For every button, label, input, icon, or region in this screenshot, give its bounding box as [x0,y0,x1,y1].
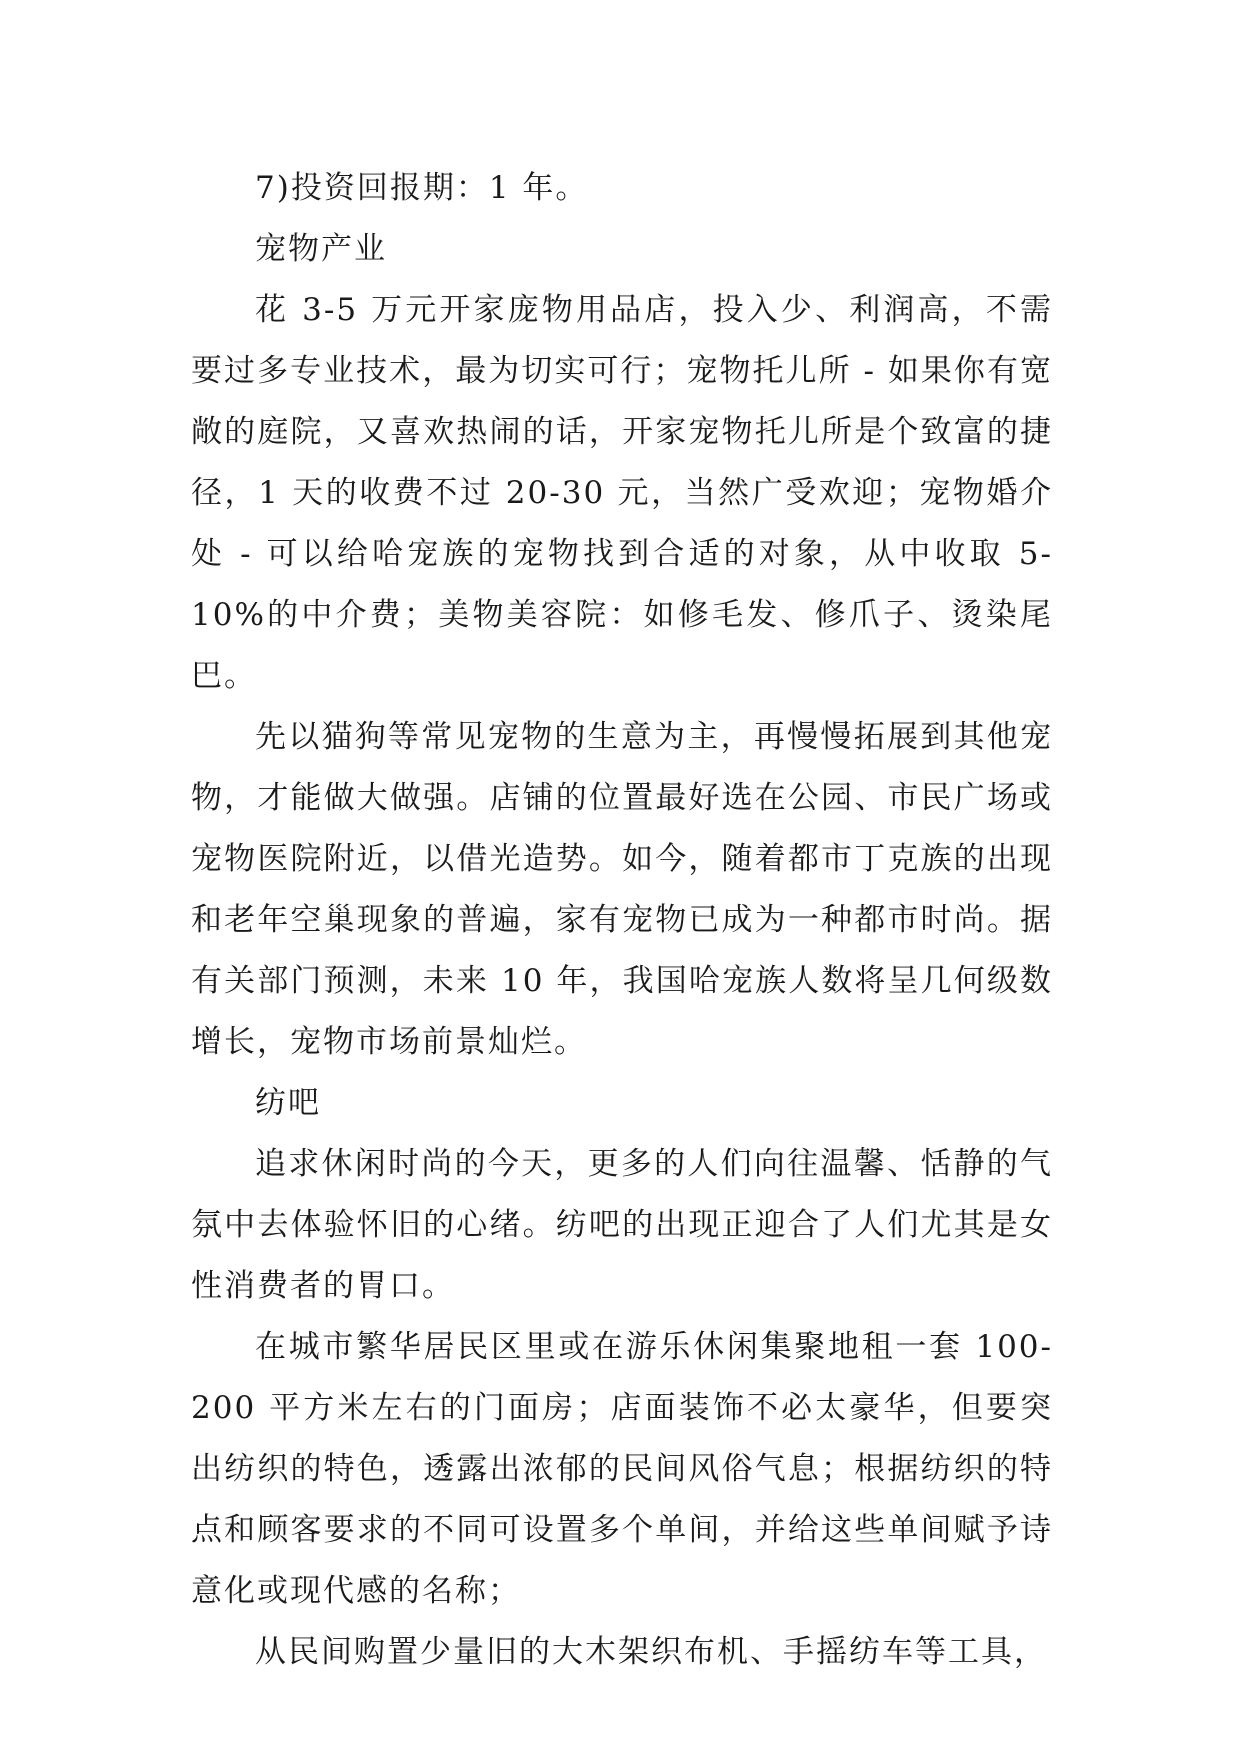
document-body [191,158,1053,1683]
paragraph-pet-market-outlook: 先以猫狗等常见宠物的生意为主，再慢慢拓展到其他宠物，才能做大做强。店铺的位置最好选在公园、市民广场或宠物医院附近，以借光造势。如今，随着都市丁克族的出现和老年空巢现象的普遍，家有宠物已成为一种都市时尚。据有关部门预测，未来 10 年，我国哈宠族人数将呈几何级数增长，宠物市场前景灿烂。 [191,719,1053,1060]
section-heading-pet-industry: 宠物产业 [255,231,387,267]
paragraph-spinning-bar-intro: 追求休闲时尚的今天，更多的人们向往温馨、恬静的气氛中去体验怀旧的心绪。纺吧的出现正迎合了人们尤其是女性消费者的胃口。 [191,1146,1053,1304]
paragraph-spinning-bar-location: 在城市繁华居民区里或在游乐休闲集聚地租一套 100-200 平方米左右的门面房；店面装饰不必太豪华，但要突出纺织的特色，透露出浓郁的民间风俗气息；根据纺织的特点和顾客要求的不同可设置多个单间，并给这些单间赋予诗意化或现代感的名称； [191,1329,1053,1609]
paragraph-spinning-bar-equipment: 从民间购置少量旧的大木架织布机、手摇纺车等工具， [255,1634,1047,1670]
section-heading-spinning-bar: 纺吧 [255,1085,321,1121]
paragraph-roi: 7)投资回报期：1 年。 [255,170,589,206]
paragraph-pet-business-types: 花 3-5 万元开家庞物用品店，投入少、利润高，不需要过多专业技术，最为切实可行；宠物托儿所 - 如果你有宽敞的庭院，又喜欢热闹的话，开家宠物托儿所是个致富的捷径，1 天的收费不过 20-30 元，当然广受欢迎；宠物婚介处 - 可以给哈宠族的宠物找到合适的对象，从中收取 5-10%的中介费；美物美容院：如修毛发、修爪子、烫染尾巴。 [191,292,1053,694]
